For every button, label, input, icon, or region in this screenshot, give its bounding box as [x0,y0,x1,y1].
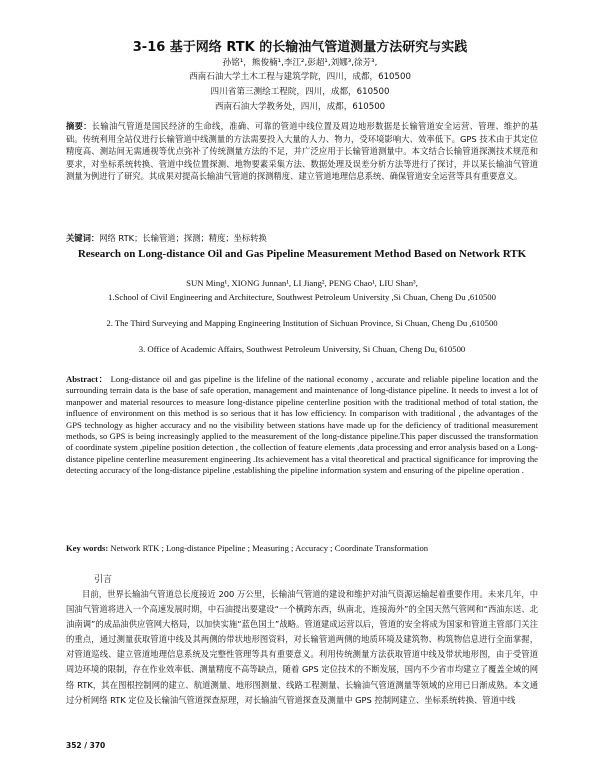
keywords-cn-label: 关键词： [66,233,100,243]
section-heading-intro: 引言 [94,575,113,585]
abstract-cn-label: 摘要： [66,121,92,131]
paper-title-cn: 3-16 基于网络 RTK 的长输油气管道测量方法研究与实践 [132,40,468,55]
keywords-cn-text: 网络 RTK；长输管道；探测；精度；坐标转换 [99,233,267,243]
affiliation-en-1: 1.School of Civil Engineering and Architecture, Southwest Petroleum University ,Si Chuan, Cheng Du ,610500 [108,292,496,302]
abstract-en-label: Abstract： [66,374,108,384]
paper-title-en: Research on Long-distance Oil and Gas Pipeline Measurement Method Based on Network RTK [77,248,527,260]
affiliation-cn-1: 西南石油大学土木工程与建筑学院，四川，成都，610500 [189,72,411,82]
affiliation-en-2: 2. The Third Surveying and Mapping Engineering Institution of Sichuan Province, Si Chuan, Cheng Du ,610500 [106,318,498,328]
keywords-en-label: Key words: [66,543,109,553]
keywords-en-text: Network RTK ; Long-distance Pipeline ; Measuring ; Accuracy ; Coordinate Transformation [110,543,429,553]
page-number: 352 / 370 [66,741,106,750]
abstract-en [66,374,538,477]
keywords-en [66,543,538,554]
intro-paragraph: 目前，世界长输油气管道总长度接近 200 万公里，长输油气管道的建设和维护对油气资源运输起着重要作用。未来几年，中国油气管道将进入一个高速发展时期，中石油提出要建设“一个横跨东西，纵南北，连接海外”的全国天然气管网和“西油东送、北油南调”的成品油供应管网大格局，以加快实施“蓝色国土”战略。管道建成运营以后，管道的安全将成为国家和管道主管部门关注的重点，通过测量获取管道中线及其两侧的带状地形图资料，对长输管道两侧的地质环境及建筑物、构筑物信息进行全面掌握，对管道巡线、建立管道地理信息系统及完整性管理等具有重要意义。利用传统测量方法获取管道中线及带状地形图，由于受管道周边环境的限制，存在作业效率低、测量精度不高等缺点，随着 GPS 定位技术的不断发展，国内不少省市均建立了覆盖全域的网络 RTK，其在图根控制网的建立、航道测量、地形图测量、线路工程测量、长输油气管道测量等领域的应用已日渐成熟。本文通过分析网络 RTK 定位及长输油气管道探查原理，对长输油气管道探查及测量中 GPS 控制网建立、坐标系统转换、管道中线 [66,589,538,705]
authors-cn: 孙铭¹，熊俊楠¹,李江²,彭超¹,刘娜³,徐芳³, [222,58,378,68]
abstract-cn [66,120,538,183]
keywords-cn [66,232,538,245]
abstract-en-text: Long-distance oil and gas pipeline is the lifeline of the national economy , accurate and reliable pipeline location and the surrounding terrain data is the base of safe operation, management and maintenance of long-distance pipeline. It needs to invest a lot of manpower and material resources to measure long-distance pipeline centerline position with the traditional method of total station, the influence of environment on this method is so serious that it has low efficiency. In comparison with traditional , the advantages of the GPS technology as higher accuracy and no the visibility between stations have made up for the deficiency of traditional measurement methods, so GPS is being increasingly applied to the measurement of the long-distance pipeline.This paper discussed the transformation of coordinate system ,pipeline position detection , the collection of feature elements ,data processing and error analysis based on a Long-distance pipeline centerline measurement engineering .Its achievement has a vital theoretical and practical significance for improving the detecting accuracy of the long-distance pipeline ,establishing the pipeline information system and ensuring of the pipeline operation . [66,374,539,476]
authors-en: SUN Ming¹, XIONG Junnan¹, LI Jiang², PENG Chao¹, LIU Shan³, [186,278,418,288]
affiliation-en-3: 3. Office of Academic Affairs, Southwest Petroleum University, Si Chuan, Cheng Du, 610500 [138,344,466,354]
affiliation-cn-2: 四川省第三测绘工程院，四川，成都，610500 [210,87,390,97]
abstract-cn-text: 长输油气管道是国民经济的生命线，准确、可靠的管道中线位置及周边地形数据是长输管道安全运营、管理、维护的基础。传统利用全站仪进行长输管道中线测量的方法需要投入大量的人力、物力，受环境影响大、效率低下。GPS 技术由于其定位精度高、测站间无需通视等优点弥补了传统测量方法的不足，并广泛应用于长输管道测量中。本文结合长输管道探测技术规范和要求，对坐标系统转换、管道中线位置探测、地物要素采集方法、数据处理及误差分析方法等进行了探讨，并以某长输油气管道测量为例进行了研究。其成果对提高长输油气管道的探测精度、建立管道地理信息系统、确保管道安全运营等具有重要意义。 [66,121,538,182]
affiliation-cn-3: 西南石油大学教务处，四川，成都，610500 [214,102,386,112]
